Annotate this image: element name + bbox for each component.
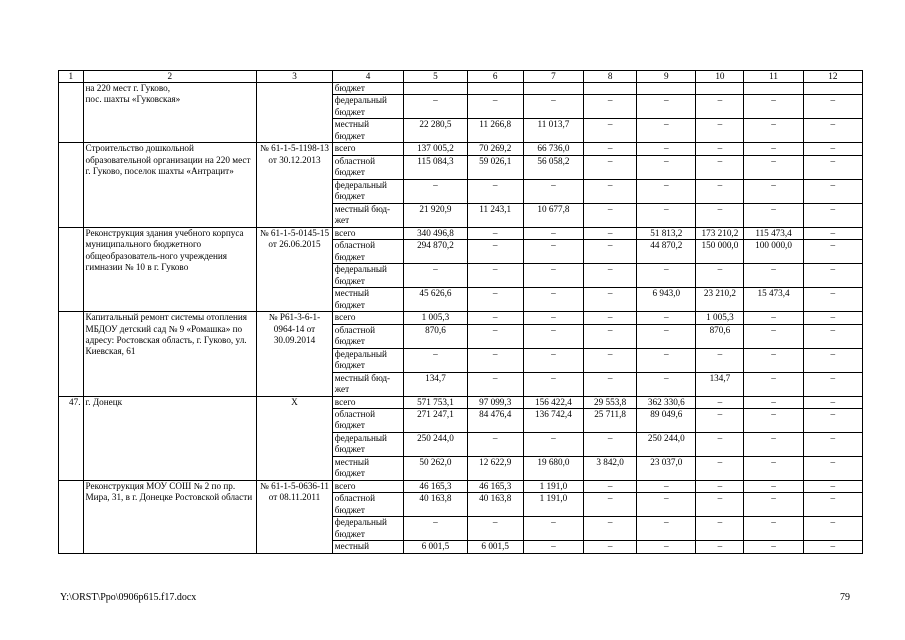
amount-cell: 22 280,5 — [404, 119, 467, 143]
amount-cell: – — [744, 155, 803, 179]
funding-source: местный — [332, 541, 404, 553]
amount-cell: – — [744, 481, 803, 493]
amount-cell: 115 084,3 — [404, 155, 467, 179]
table-header-row — [59, 71, 863, 83]
amount-cell: – — [696, 264, 744, 288]
funding-source: федеральный бюджет — [332, 264, 404, 288]
amount-cell: – — [584, 95, 637, 119]
table-row — [59, 481, 863, 493]
amount-cell: 137 005,2 — [404, 143, 467, 155]
column-number: 2 — [83, 71, 257, 83]
amount-cell: – — [584, 324, 637, 348]
amount-cell: – — [744, 541, 803, 553]
funding-source: федеральный бюджет — [332, 179, 404, 203]
amount-cell: – — [523, 179, 583, 203]
amount-cell: – — [803, 203, 862, 227]
amount-cell: – — [467, 312, 523, 324]
amount-cell: – — [467, 288, 523, 312]
amount-cell: – — [637, 348, 696, 372]
amount-cell: – — [744, 372, 803, 396]
amount-cell: – — [584, 348, 637, 372]
amount-cell: 156 422,4 — [523, 396, 583, 408]
amount-cell: 6 943,0 — [637, 288, 696, 312]
amount-cell: 134,7 — [696, 372, 744, 396]
amount-cell: – — [584, 240, 637, 264]
amount-cell: – — [744, 179, 803, 203]
amount-cell: – — [744, 493, 803, 517]
amount-cell: 1 005,3 — [404, 312, 467, 324]
column-number: 1 — [59, 71, 84, 83]
column-number: 11 — [744, 71, 803, 83]
amount-cell: 1 191,0 — [523, 481, 583, 493]
amount-cell: – — [696, 481, 744, 493]
amount-cell: – — [584, 288, 637, 312]
amount-cell: 11 013,7 — [523, 119, 583, 143]
amount-cell: – — [744, 264, 803, 288]
table-row — [59, 312, 863, 324]
amount-cell: 870,6 — [404, 324, 467, 348]
amount-cell: 115 473,4 — [744, 227, 803, 239]
amount-cell: – — [696, 143, 744, 155]
amount-cell: – — [467, 227, 523, 239]
amount-cell: – — [404, 179, 467, 203]
amount-cell: – — [523, 240, 583, 264]
amount-cell: – — [744, 143, 803, 155]
page-number: 79 — [840, 592, 850, 603]
amount-cell: 12 622,9 — [467, 457, 523, 481]
amount-cell: 11 266,8 — [467, 119, 523, 143]
amount-cell: – — [404, 348, 467, 372]
amount-cell: – — [404, 264, 467, 288]
amount-cell: – — [803, 312, 862, 324]
amount-cell — [523, 83, 583, 95]
amount-cell: – — [696, 409, 744, 433]
amount-cell — [637, 83, 696, 95]
amount-cell: – — [637, 119, 696, 143]
column-number: 5 — [404, 71, 467, 83]
amount-cell: – — [803, 227, 862, 239]
amount-cell: – — [803, 288, 862, 312]
amount-cell: – — [744, 457, 803, 481]
amount-cell: – — [523, 372, 583, 396]
amount-cell: – — [803, 348, 862, 372]
budget-table — [58, 70, 863, 554]
amount-cell: – — [696, 517, 744, 541]
amount-cell: – — [803, 95, 862, 119]
funding-source: областной бюджет — [332, 409, 404, 433]
row-number: 47. — [59, 396, 84, 480]
amount-cell: – — [584, 179, 637, 203]
column-number: 10 — [696, 71, 744, 83]
amount-cell: – — [803, 264, 862, 288]
amount-cell: – — [584, 143, 637, 155]
amount-cell: – — [637, 541, 696, 553]
amount-cell: – — [467, 95, 523, 119]
amount-cell: – — [803, 119, 862, 143]
amount-cell: – — [744, 203, 803, 227]
amount-cell: 89 049,6 — [637, 409, 696, 433]
row-number — [59, 227, 84, 311]
amount-cell: 1 191,0 — [523, 493, 583, 517]
object-name: Капитальный ремонт системы отопления МБДОУ детский сад № 9 «Ромашка» по адресу: Ростовская область, г. Гуково, ул. Киевская, 61 — [83, 312, 257, 396]
column-number: 3 — [257, 71, 333, 83]
amount-cell: 23 037,0 — [637, 457, 696, 481]
amount-cell: – — [803, 493, 862, 517]
amount-cell: – — [803, 155, 862, 179]
amount-cell: – — [637, 481, 696, 493]
row-number — [59, 143, 84, 227]
amount-cell: – — [803, 481, 862, 493]
amount-cell: – — [744, 396, 803, 408]
amount-cell: 271 247,1 — [404, 409, 467, 433]
amount-cell: – — [803, 143, 862, 155]
amount-cell: 23 210,2 — [696, 288, 744, 312]
funding-source: местный бюд-жет — [332, 203, 404, 227]
amount-cell: 44 870,2 — [637, 240, 696, 264]
amount-cell: – — [584, 517, 637, 541]
amount-cell: 1 005,3 — [696, 312, 744, 324]
amount-cell: – — [637, 312, 696, 324]
amount-cell: – — [584, 227, 637, 239]
amount-cell: 40 163,8 — [467, 493, 523, 517]
amount-cell: 46 165,3 — [404, 481, 467, 493]
amount-cell: 250 244,0 — [404, 433, 467, 457]
amount-cell: – — [584, 312, 637, 324]
amount-cell: – — [467, 348, 523, 372]
amount-cell: – — [744, 312, 803, 324]
amount-cell: – — [404, 517, 467, 541]
amount-cell: – — [637, 324, 696, 348]
amount-cell — [696, 83, 744, 95]
amount-cell: – — [744, 409, 803, 433]
amount-cell: – — [584, 119, 637, 143]
amount-cell: – — [467, 240, 523, 264]
funding-source: всего — [332, 481, 404, 493]
amount-cell: – — [803, 517, 862, 541]
amount-cell — [584, 83, 637, 95]
table-row — [59, 143, 863, 155]
amount-cell: 50 262,0 — [404, 457, 467, 481]
amount-cell: – — [744, 95, 803, 119]
funding-source: федеральный бюджет — [332, 433, 404, 457]
amount-cell: 150 000,0 — [696, 240, 744, 264]
amount-cell: 173 210,2 — [696, 227, 744, 239]
amount-cell: – — [523, 348, 583, 372]
document-ref: № Р61-3-6-1-0964-14 от 30.09.2014 — [257, 312, 333, 396]
object-name: Реконструкция здания учебного корпуса муниципального бюджетного общеобразователь-ного учреждения гимназии № 10 в г. Гуково — [83, 227, 257, 311]
amount-cell: 59 026,1 — [467, 155, 523, 179]
amount-cell: 51 813,2 — [637, 227, 696, 239]
amount-cell — [467, 83, 523, 95]
amount-cell: – — [744, 324, 803, 348]
amount-cell: – — [744, 517, 803, 541]
funding-source: областной бюджет — [332, 240, 404, 264]
funding-source: федеральный бюджет — [332, 348, 404, 372]
amount-cell: 66 736,0 — [523, 143, 583, 155]
amount-cell: 46 165,3 — [467, 481, 523, 493]
amount-cell: – — [637, 264, 696, 288]
object-name: г. Донецк — [83, 396, 257, 480]
amount-cell: 571 753,1 — [404, 396, 467, 408]
amount-cell: – — [637, 372, 696, 396]
amount-cell: 100 000,0 — [744, 240, 803, 264]
amount-cell: 19 680,0 — [523, 457, 583, 481]
amount-cell: – — [803, 324, 862, 348]
amount-cell: – — [744, 433, 803, 457]
funding-source: местный бюджет — [332, 288, 404, 312]
funding-source: областной бюджет — [332, 155, 404, 179]
amount-cell: – — [696, 155, 744, 179]
document-ref: Х — [257, 396, 333, 480]
amount-cell: – — [467, 433, 523, 457]
amount-cell: – — [637, 95, 696, 119]
amount-cell: – — [803, 541, 862, 553]
amount-cell: – — [584, 541, 637, 553]
amount-cell: – — [523, 541, 583, 553]
document-ref: № 61-1-5-0636-11 от 08.11.2011 — [257, 481, 333, 554]
amount-cell: – — [803, 179, 862, 203]
amount-cell: 6 001,5 — [404, 541, 467, 553]
column-number: 6 — [467, 71, 523, 83]
amount-cell: 25 711,8 — [584, 409, 637, 433]
row-number — [59, 83, 84, 143]
column-number: 7 — [523, 71, 583, 83]
amount-cell: – — [523, 433, 583, 457]
amount-cell: – — [584, 493, 637, 517]
table-row — [59, 227, 863, 239]
funding-source: местный бюд-жет — [332, 372, 404, 396]
amount-cell: 3 842,0 — [584, 457, 637, 481]
amount-cell: – — [523, 95, 583, 119]
funding-source: федеральный бюджет — [332, 517, 404, 541]
footer-file-path: Y:\ORST\Ppo\0906p615.f17.docx — [60, 592, 197, 603]
amount-cell: – — [523, 227, 583, 239]
amount-cell: 84 476,4 — [467, 409, 523, 433]
amount-cell: 21 920,9 — [404, 203, 467, 227]
amount-cell: – — [467, 264, 523, 288]
amount-cell: 362 330,6 — [637, 396, 696, 408]
amount-cell: 40 163,8 — [404, 493, 467, 517]
amount-cell: 10 677,8 — [523, 203, 583, 227]
amount-cell: – — [637, 493, 696, 517]
amount-cell: 340 496,8 — [404, 227, 467, 239]
document-ref: № 61-1-5-0145-15 от 26.06.2015 — [257, 227, 333, 311]
amount-cell — [803, 83, 862, 95]
amount-cell: – — [696, 433, 744, 457]
amount-cell: – — [803, 240, 862, 264]
table-row — [59, 396, 863, 408]
funding-source: местный бюджет — [332, 119, 404, 143]
funding-source: всего — [332, 396, 404, 408]
amount-cell: – — [744, 119, 803, 143]
row-number — [59, 312, 84, 396]
funding-source: всего — [332, 143, 404, 155]
amount-cell: – — [803, 396, 862, 408]
amount-cell: – — [637, 203, 696, 227]
amount-cell — [744, 83, 803, 95]
amount-cell: – — [467, 179, 523, 203]
amount-cell: – — [744, 348, 803, 372]
funding-source: всего — [332, 312, 404, 324]
amount-cell: 97 099,3 — [467, 396, 523, 408]
amount-cell: 15 473,4 — [744, 288, 803, 312]
amount-cell: – — [696, 95, 744, 119]
amount-cell: – — [584, 203, 637, 227]
funding-source: всего — [332, 227, 404, 239]
table-row — [59, 83, 863, 95]
amount-cell: – — [584, 481, 637, 493]
amount-cell: – — [696, 179, 744, 203]
column-number: 4 — [332, 71, 404, 83]
amount-cell: 250 244,0 — [637, 433, 696, 457]
document-ref: № 61-1-5-1198-13 от 30.12.2013 — [257, 143, 333, 227]
amount-cell: – — [467, 372, 523, 396]
amount-cell: 56 058,2 — [523, 155, 583, 179]
amount-cell: – — [467, 324, 523, 348]
amount-cell: – — [696, 396, 744, 408]
document-ref — [257, 83, 333, 143]
column-number: 8 — [584, 71, 637, 83]
amount-cell: – — [696, 119, 744, 143]
amount-cell: 134,7 — [404, 372, 467, 396]
amount-cell: – — [523, 324, 583, 348]
amount-cell: – — [696, 203, 744, 227]
amount-cell: – — [523, 312, 583, 324]
object-name: на 220 мест г. Гуково, пос. шахты «Гуковская» — [83, 83, 257, 143]
amount-cell: – — [584, 155, 637, 179]
amount-cell: 11 243,1 — [467, 203, 523, 227]
amount-cell: – — [404, 95, 467, 119]
amount-cell: – — [696, 541, 744, 553]
amount-cell: – — [637, 155, 696, 179]
amount-cell: – — [803, 433, 862, 457]
amount-cell: 45 626,6 — [404, 288, 467, 312]
amount-cell: – — [803, 372, 862, 396]
amount-cell: – — [696, 457, 744, 481]
amount-cell: – — [523, 517, 583, 541]
amount-cell: – — [696, 348, 744, 372]
amount-cell: – — [637, 143, 696, 155]
row-number — [59, 481, 84, 554]
amount-cell: – — [467, 517, 523, 541]
column-number: 9 — [637, 71, 696, 83]
amount-cell: – — [803, 409, 862, 433]
amount-cell: – — [584, 372, 637, 396]
funding-source: бюджет — [332, 83, 404, 95]
amount-cell: – — [637, 517, 696, 541]
amount-cell: 136 742,4 — [523, 409, 583, 433]
amount-cell: – — [523, 288, 583, 312]
object-name: Реконструкция МОУ СОШ № 2 по пр. Мира, 31, в г. Донецке Ростовской области — [83, 481, 257, 554]
funding-source: местный бюджет — [332, 457, 404, 481]
amount-cell: – — [584, 264, 637, 288]
amount-cell: 6 001,5 — [467, 541, 523, 553]
amount-cell — [404, 83, 467, 95]
amount-cell: – — [637, 179, 696, 203]
funding-source: федеральный бюджет — [332, 95, 404, 119]
amount-cell: 70 269,2 — [467, 143, 523, 155]
amount-cell: – — [523, 264, 583, 288]
funding-source: областной бюджет — [332, 324, 404, 348]
funding-source: областной бюджет — [332, 493, 404, 517]
object-name: Строительство дошкольной образовательной организации на 220 мест г. Гуково, поселок шахты «Антрацит» — [83, 143, 257, 227]
amount-cell: 294 870,2 — [404, 240, 467, 264]
amount-cell: 870,6 — [696, 324, 744, 348]
amount-cell: – — [696, 493, 744, 517]
amount-cell: 29 553,8 — [584, 396, 637, 408]
amount-cell: – — [803, 457, 862, 481]
column-number: 12 — [803, 71, 862, 83]
amount-cell: – — [584, 433, 637, 457]
